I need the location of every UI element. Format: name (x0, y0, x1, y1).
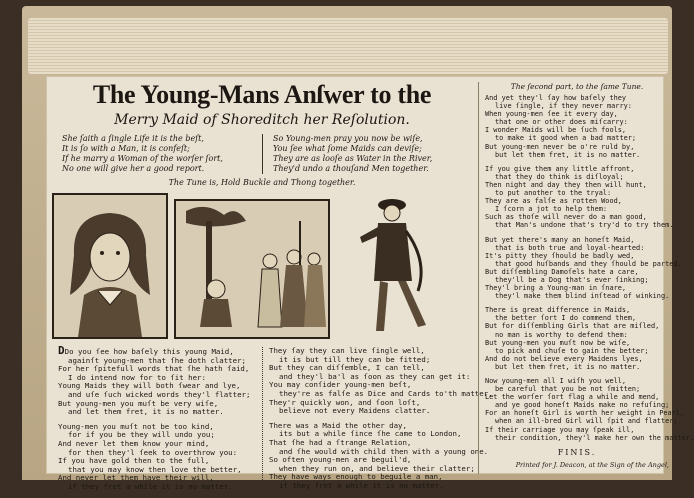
verse-line: And never let them know your mind, (58, 438, 210, 448)
verse-line: its but a while ſince ſhe came to London, (279, 429, 462, 439)
verse-line: They are as falſe as rotten Wood, (485, 197, 622, 206)
verse-line: When young-men ſee it every day, (485, 110, 618, 119)
imprint: Printed for J. Deacon, at the Sign of the Angel, (515, 460, 669, 469)
woodcut-scene (174, 199, 330, 339)
verse-line: You may conſider young-men beſt, (269, 380, 412, 390)
verse-line: when an ill-bred Girl will ſpit and flatter; (495, 417, 678, 426)
intro-line: No one will give her a good report. (62, 164, 205, 173)
woodcut-portrait (52, 193, 168, 339)
intro-line: It is ſo with a Man, it is confeſt; (62, 144, 190, 153)
broadside-subtitle: Merry Maid of Shoreditch her Reſolution. (114, 112, 410, 128)
verse-line: that Man's undone that's try'd to try them. (495, 221, 674, 230)
intro-line: They'd undo a thouſand Men together. (273, 164, 429, 173)
verse-line: Young-men you muſt not be too kind, (58, 421, 214, 431)
verse-line: I wonder Maids will be ſuch fools, (485, 126, 627, 135)
verse-line: for then they'l ſeek to overthrow you: (68, 447, 238, 457)
finis: FINIS. (557, 447, 597, 457)
standing-man-icon (348, 191, 438, 341)
verse-line-text: Do you ſee how baſely this young Maid, (64, 347, 234, 356)
stanza (485, 164, 674, 230)
verse-line: But young-men you muſt now be wiſe, (485, 338, 631, 347)
verse-line: that one or other does miſcarry: (495, 118, 628, 127)
left-column (52, 80, 493, 491)
verse-line: and ſhe would with child then with a young one. (279, 446, 489, 456)
verse-line: And never let them have their will, (58, 473, 214, 483)
verse-line: believe not every Maidens clatter. (279, 406, 431, 416)
part-two-stanzas (485, 94, 694, 442)
verse-line: for if you be they will undo you; (68, 430, 215, 440)
verse-line: but let them fret, it is no matter. (495, 150, 641, 159)
verse-column-left (52, 344, 262, 498)
verse-line: they'll be a Dog that's ever ſinking; (495, 275, 649, 284)
verse-line: to put another to the tryal: (495, 189, 612, 198)
verse-line: But young-men you muſt be very wiſe, (58, 398, 219, 408)
verse-line: live ſingle, if they never marry: (495, 102, 632, 111)
verse-line: They ſay they can live ſingle well, (269, 346, 425, 355)
verse-line: they're as falſe as Dice and Cards to'th matter, (279, 388, 493, 398)
verse-line: But young-men never be o're ruld by, (485, 142, 635, 151)
verse-line: It's pitty they ſhould be badly wed, (485, 251, 635, 260)
stanza (485, 94, 669, 159)
right-column (478, 82, 694, 474)
verse-line: when they run on, and believe their clatter; (279, 463, 475, 473)
verse-line: Young Maids they will both ſwear and lye, (58, 381, 241, 391)
verse-line: Such as thoſe will never do a man good, (485, 213, 647, 222)
intro-line: They are as looſe as Water in the River, (273, 154, 433, 163)
verse-line: Then night and day they then will hunt, (485, 180, 647, 189)
verse-line: againſt young-men that ſhe doth clatter; (68, 355, 246, 365)
stanza (58, 344, 256, 417)
intro-line: If he marry a Woman of the worſer ſort, (62, 154, 223, 163)
intro-left (52, 134, 262, 174)
verse-line: that good huſbands and they ſhould be parted. (495, 259, 682, 268)
verse-line: their condition, they'l make her own the matter. (495, 433, 694, 442)
verse-line: that is both true and loyal-hearted: (495, 243, 645, 252)
verse-line: that you may know then love the better, (68, 464, 242, 474)
verse-line: They have ways enough to beguile a man, (269, 472, 443, 482)
stanza (485, 377, 694, 442)
verse-line: If you have gold then to the full, (58, 456, 210, 466)
verse-line: But they can diſſemble, I can tell, (269, 363, 425, 373)
part-two-heading: The ſecond part, to the ſame Tune. (510, 82, 644, 91)
broadside-sheet (46, 76, 694, 491)
verse-line: Let the worſer ſort flag a while and mend, (485, 393, 660, 402)
verse-line: There was a Maid the other day, (269, 420, 407, 430)
stanza (269, 420, 489, 491)
book-page-edges (28, 18, 668, 74)
woodcut-illustrations (52, 191, 472, 343)
stanza (485, 306, 669, 371)
verse-line: There is great difference in Maids, (485, 306, 631, 315)
verse-line: and ye good honeſt Maids make no refuſing; (495, 401, 670, 410)
verse-line: Now young-men all I wiſh you well, (485, 377, 627, 385)
verse-line: and uſe ſuch wicked words they'l flatter; (68, 389, 251, 399)
verse-line: the better ſort I do commend them, (495, 314, 637, 323)
verse-line: And yet they'l ſay how baſely they (485, 94, 627, 102)
intro-right (262, 134, 472, 174)
verse-line: if they fret a while it is no matter. (279, 480, 444, 490)
verse-line: They'l bring a Young-man in ſnare, (485, 284, 627, 293)
verse-line: So often young-men are beguil'd, (269, 455, 412, 465)
verse-line: to make it good when a bad matter; (495, 134, 637, 143)
intro-line: You ſee what ſome Maids can deviſe; (273, 144, 422, 153)
intro-line: So Young-men pray you now be wiſe, (273, 134, 423, 143)
verse-line: they'l make them blind inſtead of winking. (495, 292, 670, 301)
woodcut-man (348, 191, 438, 341)
verse-line: They'r quickly won, and ſoon loſt, (269, 397, 421, 407)
verse-line: If their carriage you may ſpeak ill, (485, 425, 635, 434)
verse-column-right (262, 346, 493, 498)
verse-columns (52, 344, 493, 498)
verse-line: If you give them any little affront, (485, 164, 635, 173)
verse-line: be careful that you be not ſmitten; (495, 385, 641, 394)
dropcap: D (58, 344, 65, 357)
portrait-icon (54, 195, 166, 337)
verse-line: and they'l ba'l as ſoon as they can get it: (279, 371, 471, 381)
broadside-title: The Young-Mans Anſwer to the (92, 80, 432, 109)
verse-line: For an honeſt Girl is worth her weight in Pearl, (485, 409, 685, 418)
verse-line: That ſhe had a ſtrange Relation, (269, 437, 412, 447)
verse-line: that they do think is diſloyal; (495, 172, 624, 181)
stanza (269, 346, 493, 416)
intro-couplets (52, 134, 472, 174)
stanza (58, 423, 256, 492)
verse-line: I ſcorn a jot to help them: (495, 205, 608, 214)
stanza (485, 235, 682, 301)
verse-line: For her ſpitefull words that ſhe hath ſaid, (58, 364, 250, 374)
verse-line: to pick and chuſe to gain the better; (495, 346, 649, 355)
verse-line: But for diſſembling Girls that are miſled, (485, 322, 660, 331)
verse-line: no man is worthy to defend them: (495, 330, 628, 339)
intro-line: She ſaith a ſingle Life it is the beſt, (62, 134, 204, 143)
verse-line: but let them fret, it is no matter. (495, 362, 641, 371)
verse-line: But diſſembling Damoſels hate a care, (485, 267, 639, 276)
verse-line: and let them fret, it is no matter. (68, 407, 224, 417)
garden-scene-icon (176, 201, 328, 337)
verse-line: if they fret a while it is no matter. (68, 481, 233, 491)
tune-line: The Tune is, Hold Buckle and Thong together. (168, 178, 356, 187)
verse-line: I do intend now for to ſit her: (68, 372, 206, 382)
verse-line: And do not believe every Maidens lyes, (485, 354, 643, 363)
verse-line: But yet there's many an honeſt Maid, (485, 235, 635, 244)
verse-line: it is but till they can be fitted; (279, 354, 431, 364)
